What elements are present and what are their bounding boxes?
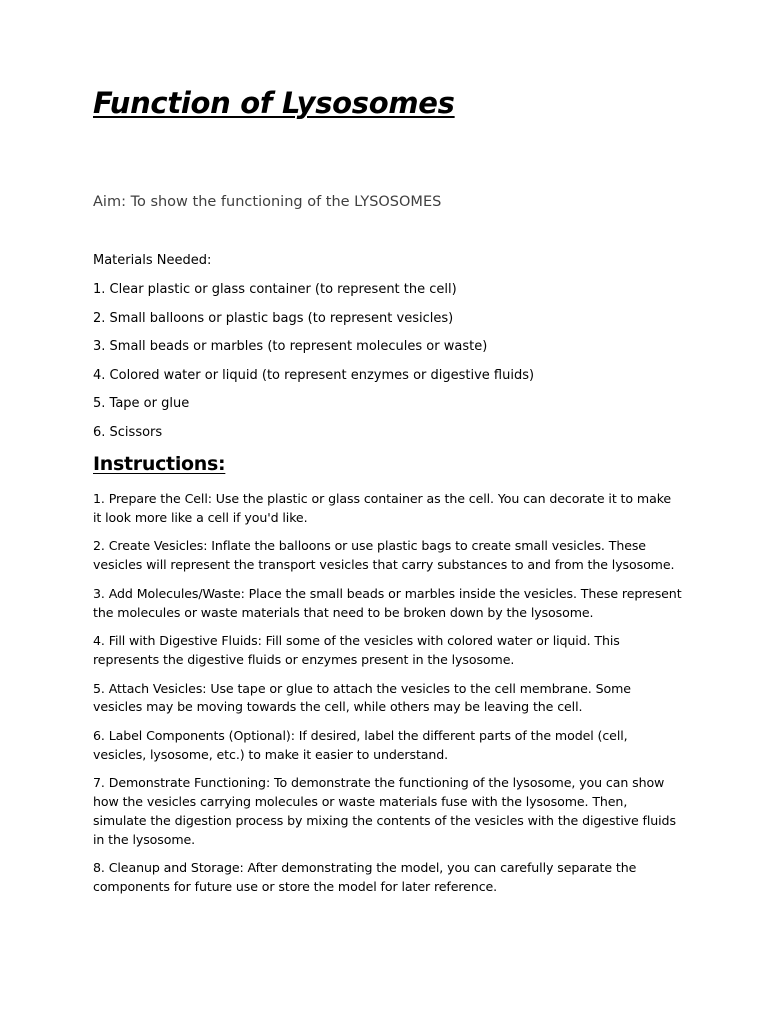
instruction-item: 7. Demonstrate Functioning: To demonstrate the functioning of the lysosome, you can show how the vesicles carrying molecules or waste materials fuse with the lysosome. Then, simulate the digestion process by mixing the contents of the vesicles with the digestive fluids in the lysosome.	[93, 775, 676, 847]
instructions-list	[93, 490, 683, 907]
instruction-item: 2. Create Vesicles: Inflate the balloons or use plastic bags to create small vesicles. These vesicles will represent the transport vesicles that carry substances to and from the lysosome.	[93, 538, 675, 573]
instruction-item: 3. Add Molecules/Waste: Place the small beads or marbles inside the vesicles. These represent the molecules or waste materials that need to be broken down by the lysosome.	[93, 585, 682, 620]
material-item: 5. Tape or glue	[93, 396, 190, 412]
document-title: Function of Lysosomes	[93, 86, 455, 120]
material-item: 6. Scissors	[93, 424, 163, 440]
material-item: 1. Clear plastic or glass container (to represent the cell)	[93, 282, 457, 297]
instruction-item: 4. Fill with Digestive Fluids: Fill some of the vesicles with colored water or liquid. This represents the digestive fluids or enzymes present in the lysosome.	[93, 633, 620, 667]
material-item: 4. Colored water or liquid (to represent enzymes or digestive fluids)	[93, 367, 535, 383]
instructions-heading: Instructions:	[93, 453, 226, 475]
instruction-item: 5. Attach Vesicles: Use tape or glue to attach the vesicles to the cell membrane. Some vesicles may be moving towards the cell, while others may be leaving the cell.	[93, 680, 631, 715]
instruction-item: 8. Cleanup and Storage: After demonstrating the model, you can carefully separate the components for future use or store the model for later reference.	[93, 860, 637, 894]
materials-list	[93, 281, 534, 453]
instruction-item: 6. Label Components (Optional): If desired, label the different parts of the model (cell, vesicles, lysosome, etc.) to make it easier to understand.	[93, 728, 628, 762]
materials-heading: Materials Needed:	[93, 253, 212, 268]
instruction-item: 1. Prepare the Cell: Use the plastic or glass container as the cell. You can decorate it to make it look more like a cell if you'd like.	[93, 491, 672, 525]
material-item: 3. Small beads or marbles (to represent molecules or waste)	[93, 339, 488, 355]
material-item: 2. Small balloons or plastic bags (to represent vesicles)	[93, 310, 454, 326]
aim-text: Aim: To show the functioning of the LYSOSOMES	[93, 194, 442, 210]
